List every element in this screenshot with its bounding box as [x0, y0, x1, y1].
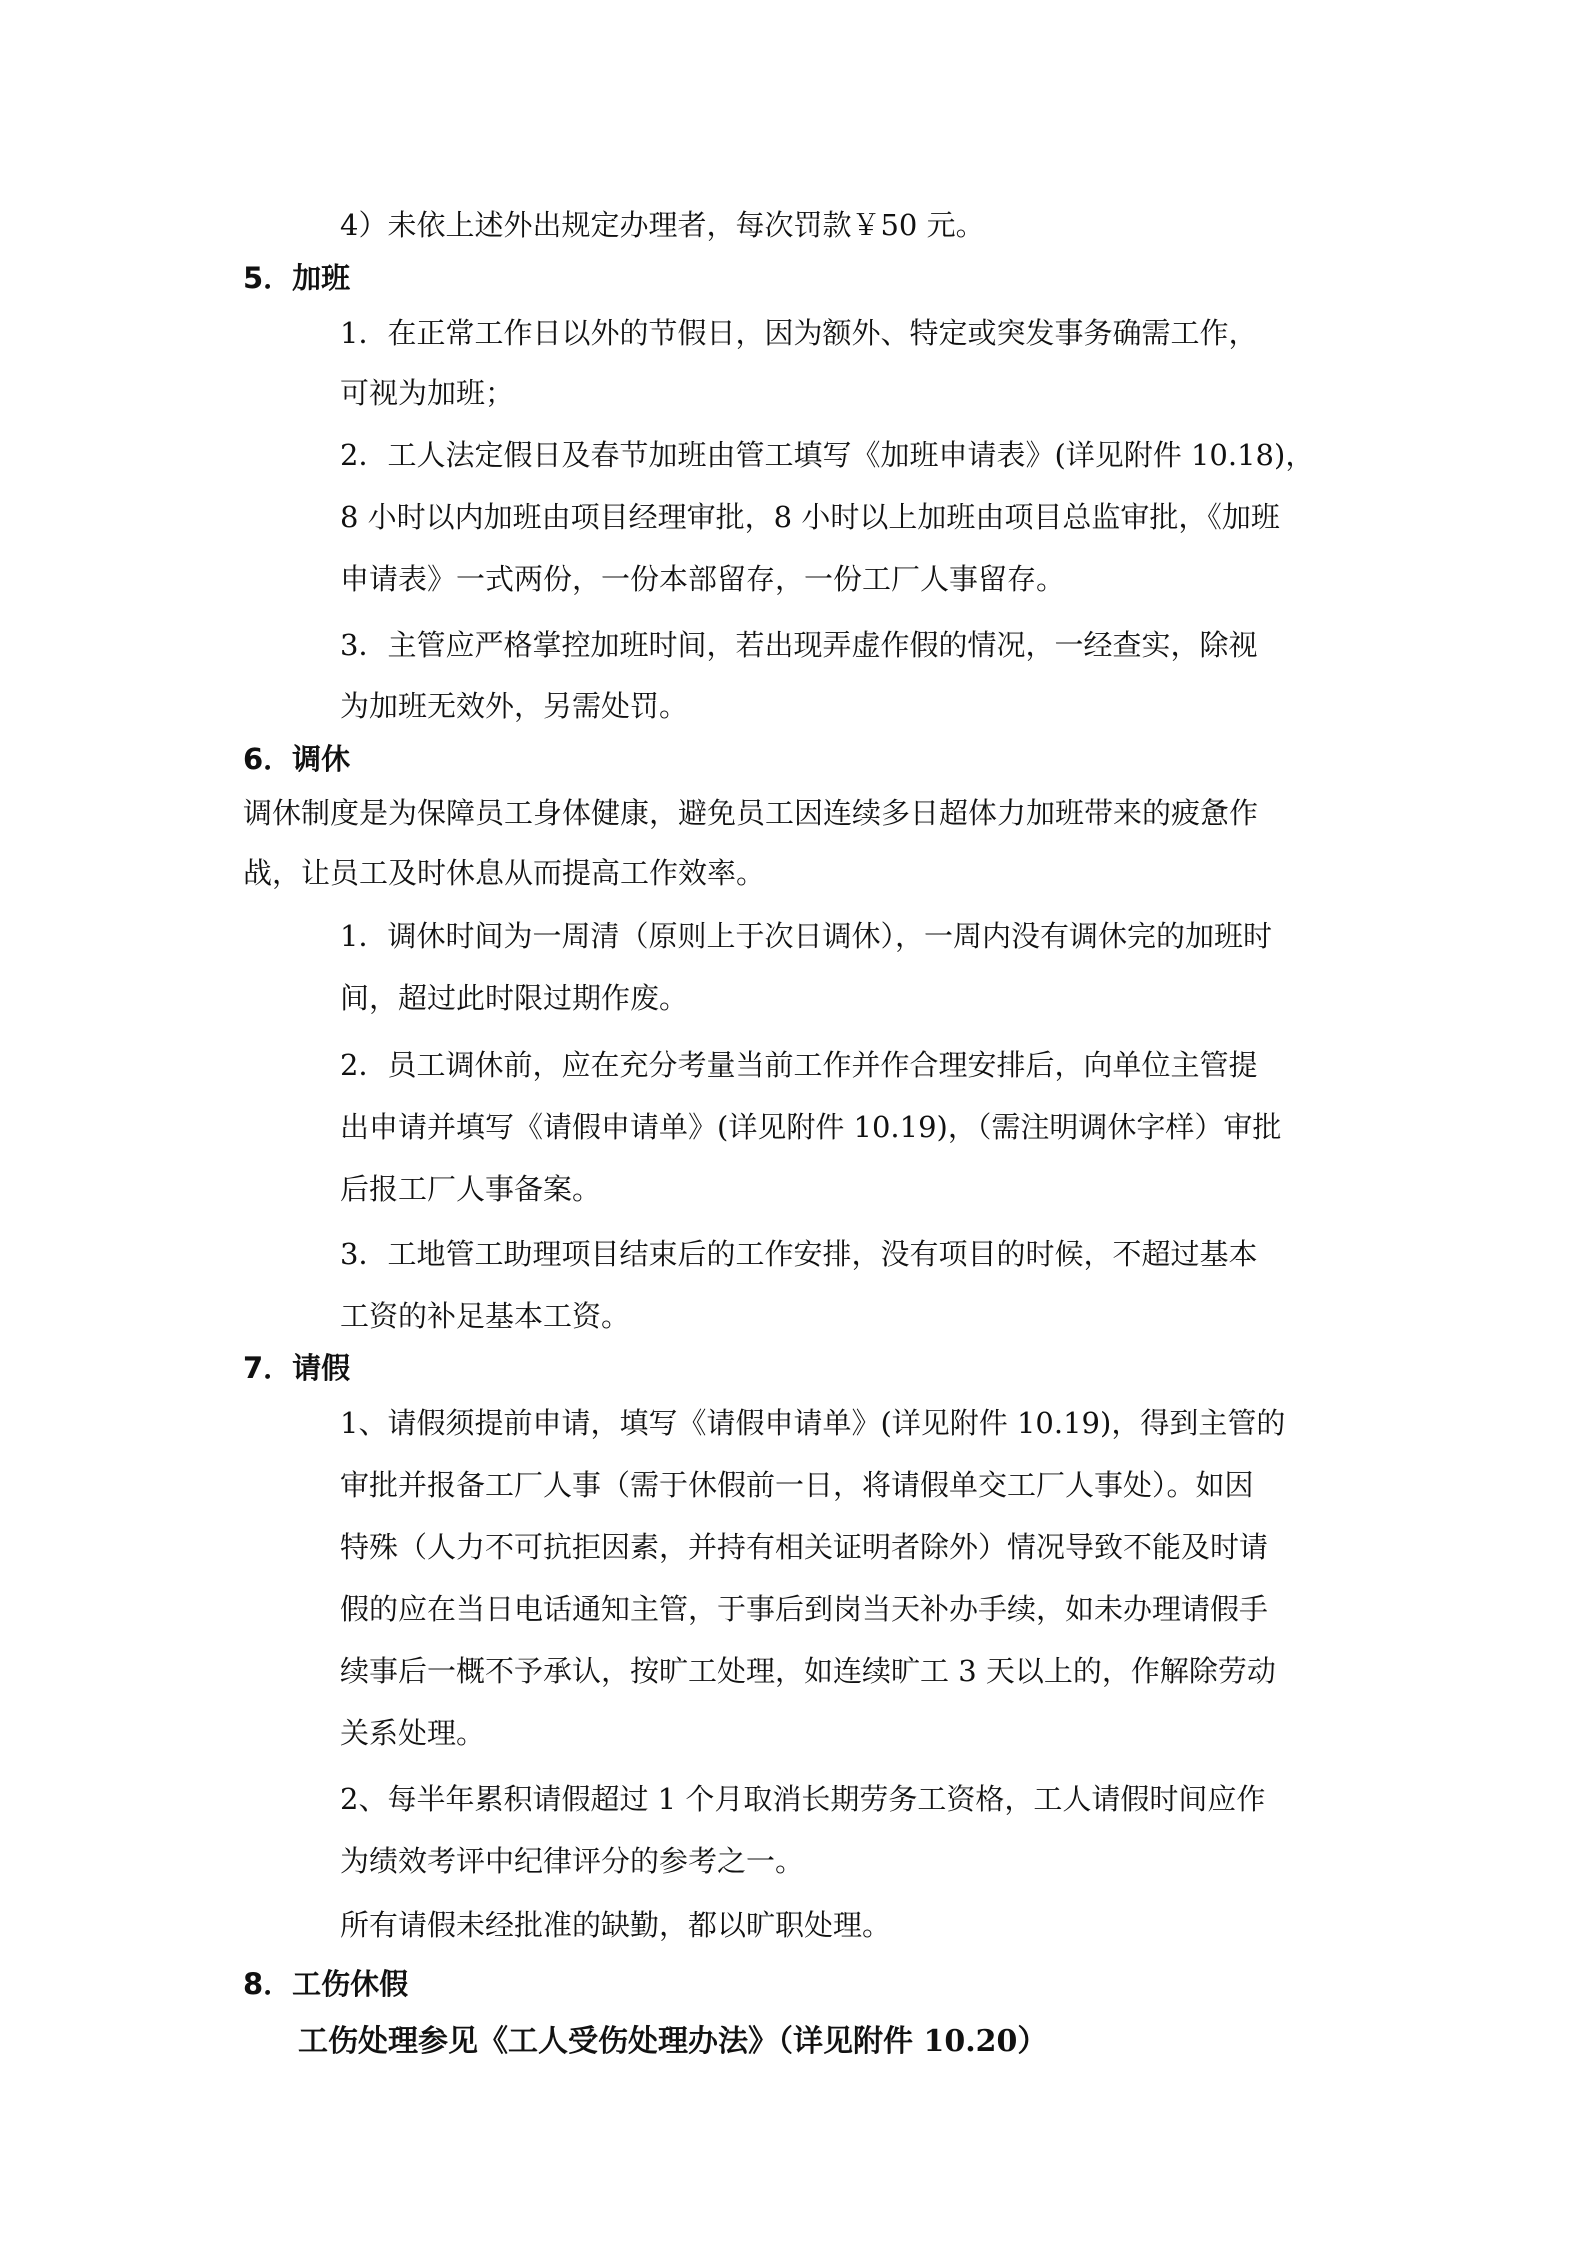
paragraph-line: 所有请假未经批准的缺勤，都以旷职处理。 [340, 1908, 892, 1942]
paragraph-line: 3．工地管工助理项目结束后的工作安排，没有项目的时候，不超过基本 [340, 1237, 1258, 1271]
paragraph-line: 2、每半年累积请假超过 1 个月取消长期劳务工资格，工人请假时间应作 [340, 1782, 1266, 1816]
paragraph-line: 假的应在当日电话通知主管，于事后到岗当天补办手续，如未办理请假手 [340, 1592, 1269, 1626]
paragraph-line: 4）未依上述外出规定办理者，每次罚款￥50 元。 [340, 208, 985, 242]
intro-line: 战，让员工及时休息从而提高工作效率。 [243, 856, 766, 890]
paragraph-line: 工资的补足基本工资。 [340, 1299, 631, 1333]
paragraph-line: 2．工人法定假日及春节加班由管工填写《加班申请表》(详见附件 10.18)， [340, 438, 1315, 472]
paragraph-line: 可视为加班； [340, 376, 515, 410]
paragraph-line: 间，超过此时限过期作废。 [340, 981, 689, 1015]
paragraph-line: 关系处理。 [340, 1716, 486, 1750]
paragraph-line: 1．在正常工作日以外的节假日，因为额外、特定或突发事务确需工作， [340, 316, 1258, 350]
paragraph-line: 1．调休时间为一周清（原则上于次日调休），一周内没有调休完的加班时 [340, 919, 1272, 953]
paragraph-line: 2．员工调休前，应在充分考量当前工作并作合理安排后，向单位主管提 [340, 1048, 1258, 1082]
paragraph-line: 8 小时以内加班由项目经理审批，8 小时以上加班由项目总监审批，《加班 [340, 500, 1280, 534]
paragraph-line: 续事后一概不予承认，按旷工处理，如连续旷工 3 天以上的，作解除劳动 [340, 1654, 1276, 1688]
work-injury-reference: 工伤处理参见《工人受伤处理办法》（详见附件 10.20） [298, 2024, 1048, 2059]
section-heading-leave-request: 7．请假 [243, 1351, 351, 1385]
paragraph-line: 为加班无效外，另需处罚。 [340, 689, 689, 723]
paragraph-line: 特殊（人力不可抗拒因素，并持有相关证明者除外）情况导致不能及时请 [340, 1530, 1269, 1564]
section-heading-work-injury: 8．工伤休假 [243, 1967, 409, 2001]
section-heading-compensatory-leave: 6．调休 [243, 742, 351, 776]
paragraph-line: 1、请假须提前申请，填写《请假申请单》(详见附件 10.19)，得到主管的 [340, 1406, 1286, 1440]
paragraph-line: 申请表》一式两份，一份本部留存，一份工厂人事留存。 [340, 562, 1066, 596]
section-heading-overtime: 5．加班 [243, 261, 351, 295]
intro-line: 调休制度是为保障员工身体健康，避免员工因连续多日超体力加班带来的疲惫作 [243, 796, 1259, 830]
paragraph-line: 为绩效考评中纪律评分的参考之一。 [340, 1844, 805, 1878]
paragraph-line: 审批并报备工厂人事（需于休假前一日，将请假单交工厂人事处）。如因 [340, 1468, 1254, 1502]
paragraph-line: 3．主管应严格掌控加班时间，若出现弄虚作假的情况，一经查实，除视 [340, 628, 1258, 662]
paragraph-line: 出申请并填写《请假申请单》(详见附件 10.19)，（需注明调休字样）审批 [340, 1110, 1282, 1144]
paragraph-line: 后报工厂人事备案。 [340, 1172, 602, 1206]
